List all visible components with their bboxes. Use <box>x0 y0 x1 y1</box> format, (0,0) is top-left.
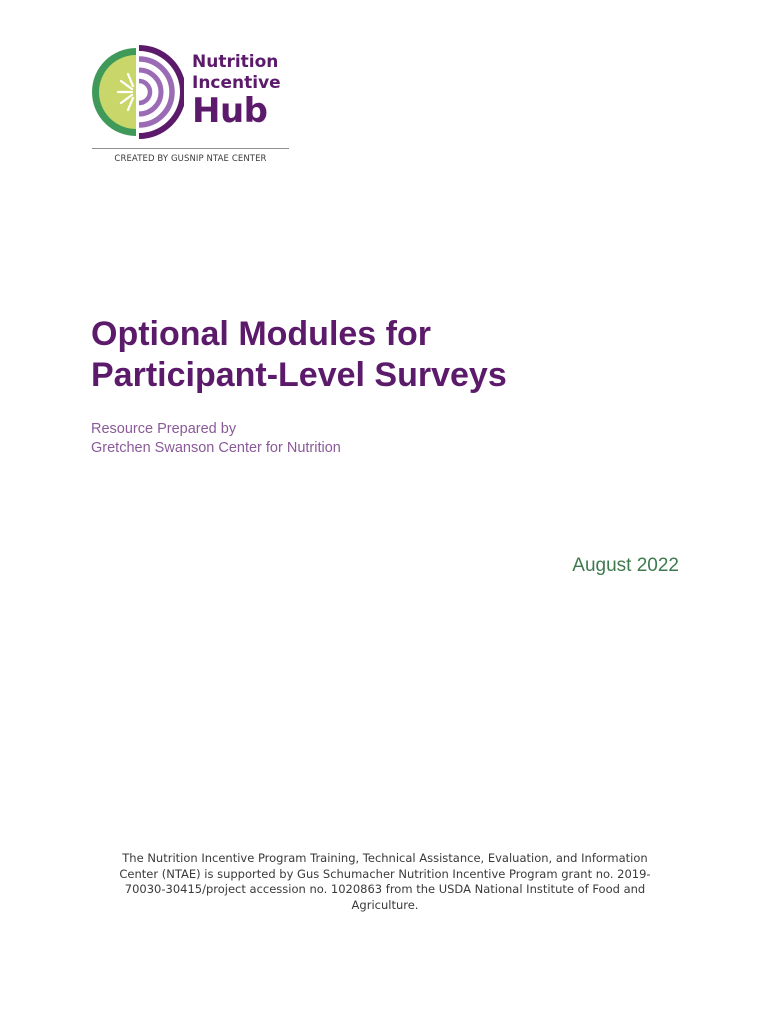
document-title-line2: Participant-Level Surveys <box>91 356 507 394</box>
document-title <box>91 314 507 396</box>
logo-tagline: CREATED BY GUSNIP NTAE CENTER <box>114 154 267 164</box>
funding-statement-line1: The Nutrition Incentive Program Training, Technical Assistance, Evaluation, and Information <box>122 851 648 865</box>
funding-statement-line2: Center (NTAE) is supported by Gus Schumacher Nutrition Incentive Program grant no. 2019- <box>119 866 651 881</box>
prepared-by-organization: Gretchen Swanson Center for Nutrition <box>91 440 341 456</box>
prepared-by <box>91 420 341 458</box>
publication-date: August 2022 <box>572 555 679 576</box>
logo-name-line2: Incentive <box>192 73 281 93</box>
logo-mark-icon <box>88 44 184 140</box>
logo-divider <box>92 148 289 149</box>
logo-name-line1: Nutrition <box>192 52 279 72</box>
document-title-line1: Optional Modules for <box>91 315 431 353</box>
funding-statement-line4: Agriculture. <box>351 897 419 912</box>
prepared-by-label: Resource Prepared by <box>91 421 237 437</box>
funding-statement-line3: 70030-30415/project accession no. 1020863 from the USDA National Institute of Food and <box>124 882 646 896</box>
logo-name-line3: Hub <box>192 91 268 131</box>
nutrition-incentive-hub-logo <box>88 44 290 168</box>
funding-statement <box>90 851 680 913</box>
